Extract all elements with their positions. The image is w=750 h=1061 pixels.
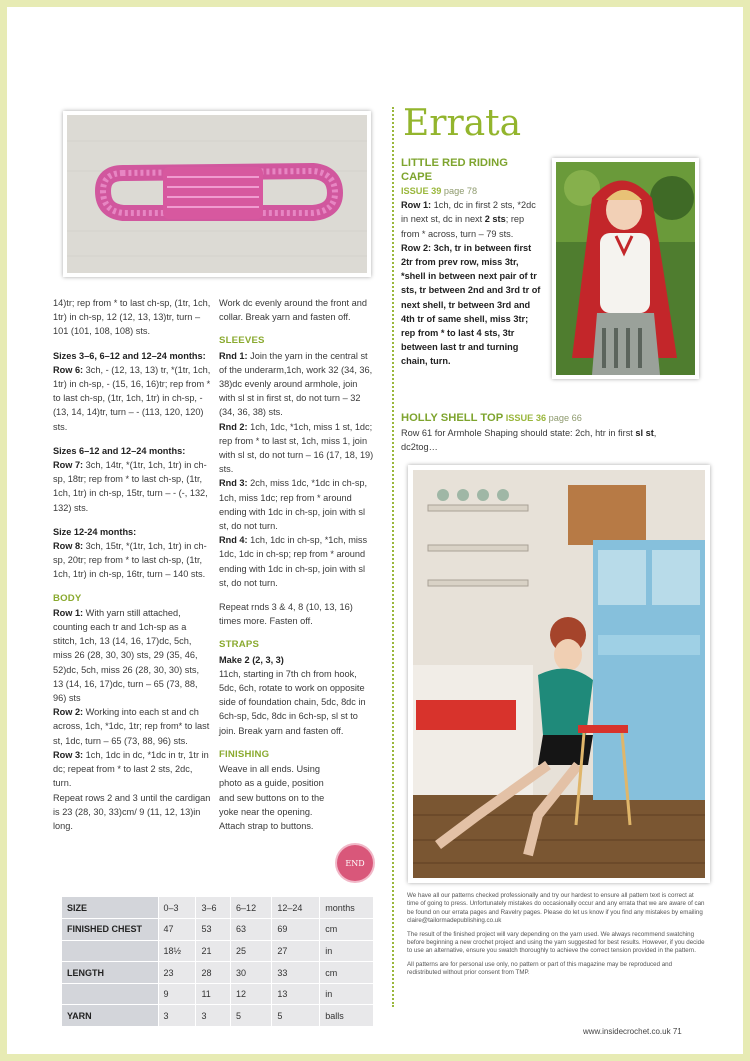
holly-page: page 66 bbox=[546, 413, 582, 423]
table-row-label: SIZE bbox=[62, 897, 158, 919]
column-intro: Work dc evenly around the front and collar. Break yarn and fasten off. bbox=[219, 298, 367, 323]
row-label: Row 7: bbox=[53, 460, 84, 471]
row-text: With yarn still attached, counting each tr and 1ch-sp as a stitch, 1ch, 13 (14, 16, 17)dc, 5ch, miss 26 (28, 30, 30) sts, 29 (35, 46, 52)dc, 5ch, miss 26 (28, 30, 30) sts, 13 (14, 16, 17)dc, turn – 65 (73, 88, 96) sts bbox=[53, 607, 200, 704]
sleeves-heading: SLEEVES bbox=[219, 335, 265, 347]
row-label: Row 1: bbox=[401, 200, 432, 211]
row-label: Rnd 3: bbox=[219, 478, 248, 489]
red-cape-photo bbox=[552, 158, 699, 379]
row-text: 1ch, 1dc, *1ch, miss 1 st, 1dc; rep from * to last st, 1ch, miss 1, join with sl st, do not turn – 16 (17, 18, 19) sts. bbox=[219, 421, 374, 475]
row-text: Join the yarn in the central st of the underarm,1ch, work 32 (34, 36, 38)dc evenly around armhole, join with sl st in first st, do not turn – 32 (34, 36, 38) sts. bbox=[219, 350, 373, 418]
row-text: 2ch, miss 1dc, *1dc in ch-sp, 1ch, miss 1dc; rep from * around ending with 1dc in ch-sp, join with sl st, do not turn. bbox=[219, 478, 368, 532]
cape-page: page 78 bbox=[441, 186, 478, 196]
table-cell: 63 bbox=[231, 919, 272, 941]
table-row bbox=[62, 940, 373, 962]
row-text: 3ch, - (12, 13, 13) tr, *(1tr, 1ch, 1tr) in ch-sp, - (15, 16, 16)tr; rep from * to last ch-sp, (1tr, 1ch, 1tr) in ch-sp, - (13, 14, 14)tr, turn – - (113, 120, 120) sts. bbox=[53, 364, 211, 432]
row-label: Row 3: bbox=[53, 749, 84, 760]
table-cell: 25 bbox=[231, 940, 272, 962]
table-row bbox=[62, 919, 373, 941]
pattern-column-2 bbox=[219, 296, 375, 833]
page-footer: www.insidecrochet.co.uk 71 bbox=[583, 1027, 682, 1036]
row-label: Row 2: bbox=[401, 242, 432, 253]
table-cell: 13 bbox=[272, 983, 320, 1005]
size-heading: Sizes 3–6, 6–12 and 12–24 months: bbox=[53, 350, 206, 361]
row-label: Row 2: bbox=[53, 707, 84, 718]
table-cell: 18½ bbox=[158, 940, 196, 962]
table-row-label: YARN bbox=[62, 1005, 158, 1027]
sleeves-tail: Repeat rnds 3 & 4, 8 (10, 13, 16) times more. Fasten off. bbox=[219, 602, 353, 627]
table-cell: cm bbox=[320, 962, 373, 984]
column-divider bbox=[392, 107, 394, 1007]
table-cell: 5 bbox=[231, 1005, 272, 1027]
table-cell: 23 bbox=[158, 962, 196, 984]
table-cell: 6–12 bbox=[231, 897, 272, 919]
pattern-column-1 bbox=[53, 296, 211, 833]
table-cell: 3–6 bbox=[196, 897, 231, 919]
row-text: 3ch, 15tr, *(1tr, 1ch, 1tr) in ch-sp, 20tr; rep from * to last ch-sp, (1tr, 1ch, 1tr) in ch-sp, 16tr, turn – 140 sts. bbox=[53, 541, 207, 580]
magazine-page bbox=[7, 7, 743, 1054]
row-text-bold: sl st bbox=[635, 427, 654, 438]
table-cell: 12–24 bbox=[272, 897, 320, 919]
crochet-strap-photo bbox=[63, 111, 371, 277]
table-cell: 3 bbox=[196, 1005, 231, 1027]
finishing-text: Weave in all ends. Using photo as a guide, position and sew buttons on to the yoke near the opening. Attach strap to buttons. bbox=[219, 764, 325, 831]
holly-issue: ISSUE 36 bbox=[505, 413, 547, 423]
table-cell: 27 bbox=[272, 940, 320, 962]
errata-title: Errata bbox=[403, 103, 522, 144]
end-badge: END bbox=[337, 845, 373, 881]
table-cell: balls bbox=[320, 1005, 373, 1027]
disclaimer bbox=[407, 892, 707, 983]
table-cell: 33 bbox=[272, 962, 320, 984]
table-cell: months bbox=[320, 897, 373, 919]
table-row-label: LENGTH bbox=[62, 962, 158, 984]
straps-make: Make 2 (2, 3, 3) bbox=[219, 654, 284, 665]
table-cell: 53 bbox=[196, 919, 231, 941]
row-label: Row 6: bbox=[53, 364, 84, 375]
table-cell: 3 bbox=[158, 1005, 196, 1027]
row-text: ; rep from * across, turn – 79 sts. bbox=[401, 214, 525, 239]
holly-title: HOLLY SHELL TOP bbox=[401, 412, 504, 424]
table-row bbox=[62, 897, 373, 919]
row-text: , dc2tog… bbox=[401, 427, 657, 452]
size-heading: Sizes 6–12 and 12–24 months: bbox=[53, 445, 186, 456]
row-label: Rnd 2: bbox=[219, 421, 248, 432]
disclaimer-paragraph: All patterns are for personal use only, no pattern or part of this magazine may be reproduced and redistributed without prior consent from TMP. bbox=[407, 960, 673, 977]
disclaimer-paragraph: The result of the finished project will vary depending on the yarn used. We always recommend swatching before beginning a new crochet project and using the yarn suggested for best results. However, if you decide to use an alternative, ensure you swatch thoroughly to achieve the correct tension provided in the pattern. bbox=[407, 930, 705, 955]
table-cell: 47 bbox=[158, 919, 196, 941]
table-cell: 69 bbox=[272, 919, 320, 941]
row-label: Row 8: bbox=[53, 541, 84, 552]
table-row-label bbox=[62, 983, 158, 1005]
holly-shell-top-photo bbox=[408, 465, 710, 883]
table-cell: 0–3 bbox=[158, 897, 196, 919]
row-continuation: 14)tr; rep from * to last ch-sp, (1tr, 1ch, 1tr) in ch-sp, 12 (12, 13, 13)tr, turn – 101 (101, 108, 108) sts. bbox=[53, 298, 211, 337]
finishing-heading: FINISHING bbox=[219, 748, 270, 760]
table-cell: 9 bbox=[158, 983, 196, 1005]
table-cell: 30 bbox=[231, 962, 272, 984]
row-text: 1ch, dc in first 2 sts, *2dc in next st, dc in next bbox=[401, 200, 536, 225]
table-row bbox=[62, 962, 373, 984]
row-text: 1ch, 1dc in ch-sp, *1ch, miss 1dc, 1dc in ch-sp; rep from * around ending with 1dc in ch-sp, join with sl st, do not turn. bbox=[219, 535, 368, 588]
row-label: Row 1: bbox=[53, 607, 84, 618]
size-table bbox=[62, 897, 373, 1027]
table-cell: 5 bbox=[272, 1005, 320, 1027]
table-row-label bbox=[62, 940, 158, 962]
body-heading: BODY bbox=[53, 592, 82, 604]
table-cell: in bbox=[320, 983, 373, 1005]
disclaimer-paragraph: We have all our patterns checked professionally and try our hardest to ensure all pattern text is correct at time of going to press. Unfortunately mistakes do occasionally occur and any errata that we are aware of can be found on our errata pages and Ravelry pages. Please do let us know if you find any mistakes by emailing claire@tailormadepublishing.co.uk bbox=[407, 892, 705, 925]
cape-title: LITTLE RED RIDING CAPE bbox=[401, 157, 508, 183]
table-row-label: FINISHED CHEST bbox=[62, 919, 158, 941]
table-cell: 12 bbox=[231, 983, 272, 1005]
holly-errata bbox=[401, 411, 691, 454]
table-cell: in bbox=[320, 940, 373, 962]
straps-text: 11ch, starting in 7th ch from hook, 5dc, 6ch, rotate to work on opposite side of foundation chain, 5dc, 8dc in 6ch-sp, 5dc, 8dc in 6ch-sp, sl st to join. Break yarn and fasten off. bbox=[219, 668, 366, 736]
row-text: 1ch, 1dc in dc, *1dc in tr, 1tr in dc; repeat from * to last 2 sts, 2dc, turn. bbox=[53, 749, 209, 789]
row-text: 3ch, 14tr, *(1tr, 1ch, 1tr) in ch-sp, 18tr; rep from * to last ch-sp, (1tr, 1ch, 1tr) in ch-sp, 15tr, turn – - (-, 132, 132) sts. bbox=[53, 460, 208, 513]
straps-heading: STRAPS bbox=[219, 639, 260, 651]
table-cell: 28 bbox=[196, 962, 231, 984]
row-text-bold: 2 sts bbox=[484, 214, 506, 225]
table-cell: 21 bbox=[196, 940, 231, 962]
row-label: Rnd 4: bbox=[219, 535, 248, 546]
body-tail: Repeat rows 2 and 3 until the cardigan is 23 (28, 30, 33)cm/ 9 (11, 12, 13)in long. bbox=[53, 792, 211, 831]
table-row bbox=[62, 983, 373, 1005]
table-cell: cm bbox=[320, 919, 373, 941]
row-text: Working into each st and ch across, 1ch, *1dc, 1tr; rep from* to last st, 1dc, turn – 65 (73, 88, 96) sts. bbox=[53, 707, 210, 746]
row-text: 3ch, tr in between first 2tr from prev row, miss 3tr, *shell in between next pair of tr sts, tr between 2nd and 3rd tr of next shell, tr between 3rd and 4th tr of same shell, miss 3tr; rep from * to last 4 sts, 3tr between last tr and turning chain, turn. bbox=[401, 242, 541, 367]
table-cell: 11 bbox=[196, 983, 231, 1005]
row-text: Row 61 for Armhole Shaping should state: 2ch, htr in first bbox=[401, 427, 636, 438]
row-label: Rnd 1: bbox=[219, 350, 248, 361]
table-row bbox=[62, 1005, 373, 1027]
cape-issue: ISSUE 39 bbox=[401, 186, 442, 196]
cape-errata bbox=[401, 157, 541, 369]
size-heading: Size 12-24 months: bbox=[53, 526, 137, 537]
